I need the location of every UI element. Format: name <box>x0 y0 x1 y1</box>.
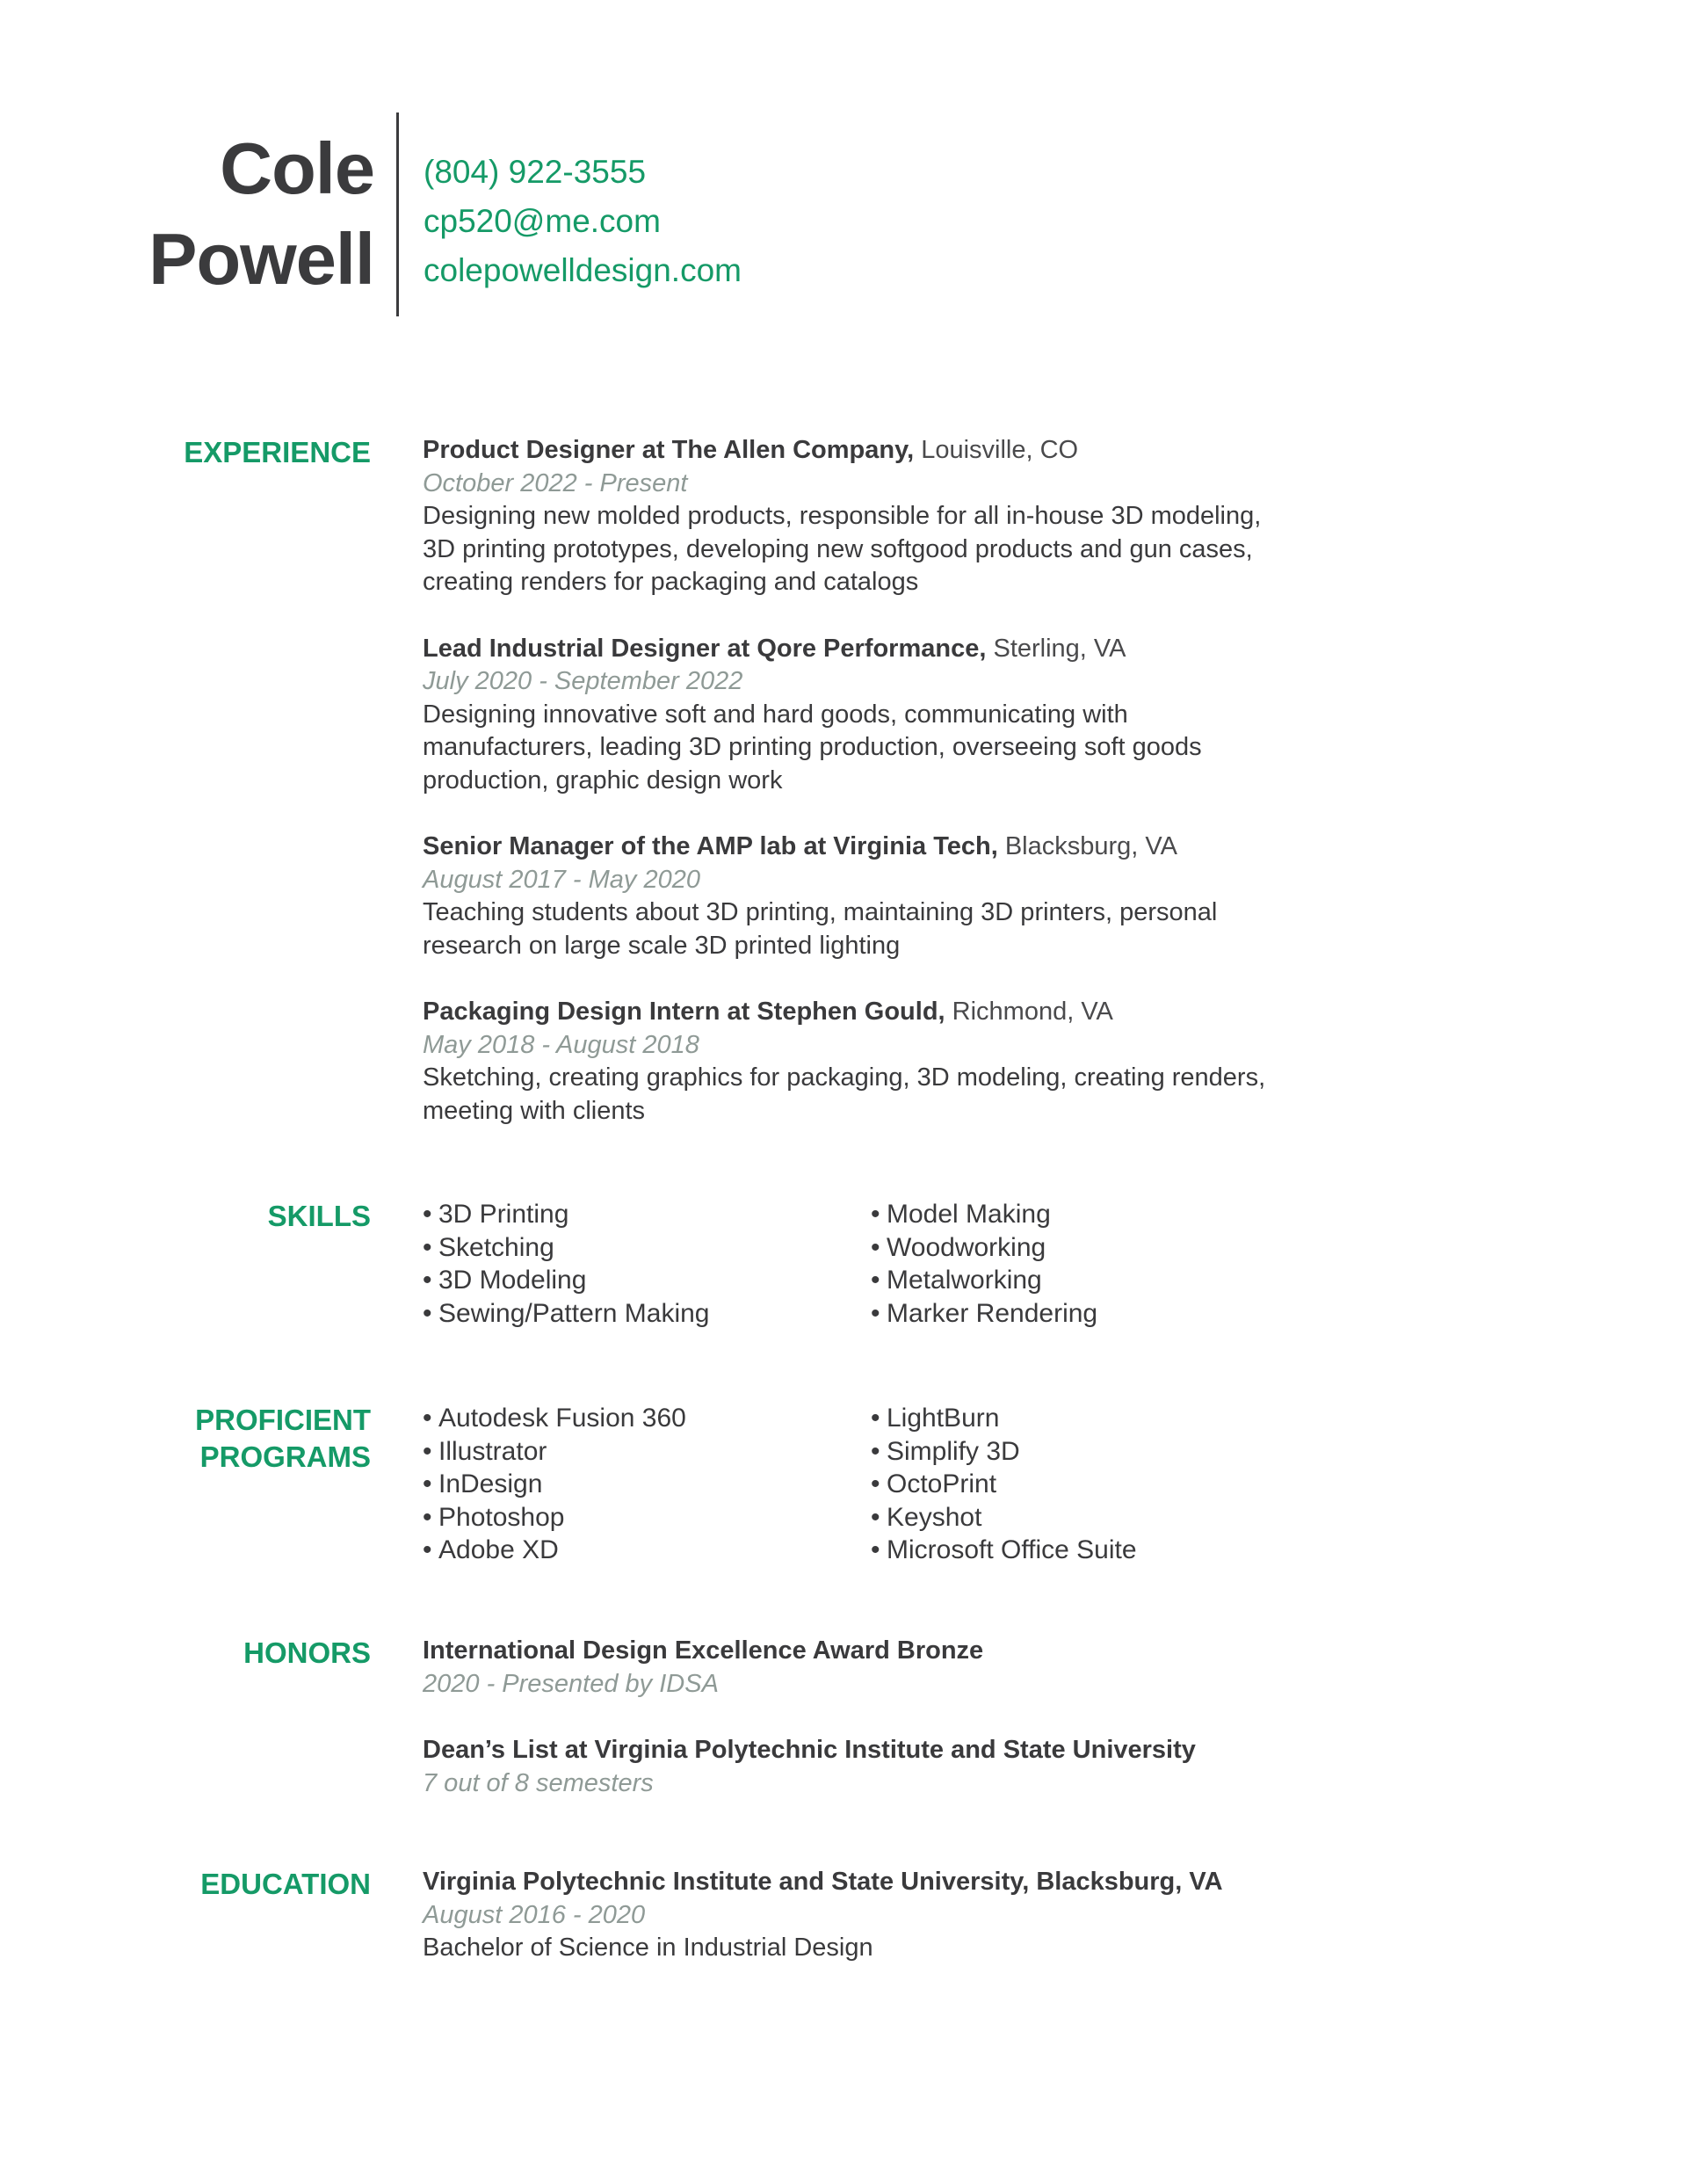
job-location: Sterling, VA <box>986 634 1126 663</box>
job-dates: October 2022 - Present <box>423 468 688 497</box>
bullet-icon: • <box>423 1469 432 1498</box>
programs-label-line2: PROGRAMS <box>199 1440 371 1473</box>
bullet-icon: • <box>871 1298 880 1328</box>
skills-columns <box>423 1198 1407 1330</box>
job-dates: August 2017 - May 2020 <box>423 865 700 894</box>
job-location: Louisville, CO <box>914 436 1079 464</box>
list-item: • Woodworking <box>871 1231 1319 1265</box>
bullet-icon: • <box>423 1436 432 1466</box>
degree: Bachelor of Science in Industrial Design <box>423 1934 873 1962</box>
experience-entry <box>423 633 1407 798</box>
bullet-icon: • <box>871 1266 880 1295</box>
experience-entry <box>423 434 1407 599</box>
honor-entry <box>423 1635 1407 1701</box>
entry-title <box>423 996 1407 1029</box>
contact-block <box>424 148 742 295</box>
bullet-icon: • <box>423 1502 432 1532</box>
job-title: Senior Manager of the AMP lab at Virginia Tech, <box>423 832 998 860</box>
list-item: • Keyshot <box>871 1501 1319 1535</box>
job-title: Packaging Design Intern at Stephen Gould, <box>423 998 945 1026</box>
list-item: • LightBurn <box>871 1402 1319 1435</box>
website-link[interactable]: colepowelldesign.com <box>424 252 742 288</box>
bullet-icon: • <box>423 1266 432 1295</box>
header-divider <box>396 112 399 316</box>
job-title: Lead Industrial Designer at Qore Performance, <box>423 634 987 663</box>
phone-number: (804) 922-3555 <box>424 154 647 190</box>
list-item: • Autodesk Fusion 360 <box>423 1402 871 1435</box>
education-label: EDUCATION <box>200 1868 371 1900</box>
list-item: • Sketching <box>423 1231 871 1265</box>
entry-title <box>423 434 1407 468</box>
programs-column-left <box>423 1402 871 1567</box>
education-body <box>423 1866 1407 1965</box>
bullet-icon: • <box>871 1232 880 1262</box>
programs-body <box>423 1402 1407 1567</box>
bullet-icon: • <box>423 1298 432 1328</box>
school-name: Virginia Polytechnic Institute and State University, Blacksburg, VA <box>423 1868 1223 1896</box>
experience-entry <box>423 831 1407 962</box>
honor-detail: 2020 - Presented by IDSA <box>423 1669 719 1698</box>
bullet-icon: • <box>871 1200 880 1229</box>
list-item: • 3D Modeling <box>423 1264 871 1297</box>
list-item: • Microsoft Office Suite <box>871 1534 1319 1567</box>
bullet-icon: • <box>871 1469 880 1498</box>
job-dates: July 2020 - September 2022 <box>423 667 743 695</box>
email-link[interactable]: cp520@me.com <box>424 203 661 239</box>
honor-title: Dean’s List at Virginia Polytechnic Institute and State University <box>423 1736 1196 1764</box>
list-item: • Adobe XD <box>423 1534 871 1567</box>
list-item: • Metalworking <box>871 1264 1319 1297</box>
programs-columns <box>423 1402 1407 1567</box>
bullet-icon: • <box>871 1535 880 1564</box>
honors-label: HONORS <box>243 1636 371 1669</box>
bullet-icon: • <box>423 1535 432 1564</box>
list-item: • Model Making <box>871 1198 1319 1231</box>
job-title: Product Designer at The Allen Company, <box>423 436 915 464</box>
education-dates: August 2016 - 2020 <box>423 1900 646 1929</box>
last-name: Powell <box>148 218 374 300</box>
entry-title <box>423 633 1407 666</box>
list-item: • Sewing/Pattern Making <box>423 1297 871 1331</box>
list-item: • Photoshop <box>423 1501 871 1535</box>
experience-label: EXPERIENCE <box>184 436 371 468</box>
job-description: Designing innovative soft and hard goods, communicating with manufacturers, leading 3D printing production, overseeing soft goods production, graphic design work <box>423 700 1202 795</box>
bullet-icon: • <box>871 1404 880 1433</box>
programs-label-line1: PROFICIENT <box>195 1404 371 1436</box>
bullet-icon: • <box>423 1200 432 1229</box>
bullet-icon: • <box>871 1436 880 1466</box>
list-item: • OctoPrint <box>871 1468 1319 1501</box>
list-item: • Simplify 3D <box>871 1435 1319 1469</box>
honors-body <box>423 1635 1407 1800</box>
bullet-icon: • <box>423 1232 432 1262</box>
job-location: Blacksburg, VA <box>997 832 1177 860</box>
experience-body <box>423 434 1407 1128</box>
job-dates: May 2018 - August 2018 <box>423 1030 699 1059</box>
honor-detail: 7 out of 8 semesters <box>423 1768 654 1797</box>
programs-column-right <box>871 1402 1319 1567</box>
list-item: • InDesign <box>423 1468 871 1501</box>
experience-entry <box>423 996 1407 1128</box>
bullet-icon: • <box>871 1502 880 1532</box>
first-name: Cole <box>220 127 374 209</box>
bullet-icon: • <box>423 1404 432 1433</box>
list-item: • Marker Rendering <box>871 1297 1319 1331</box>
job-description: Sketching, creating graphics for packaging, 3D modeling, creating renders, meeting with clients <box>423 1063 1266 1125</box>
job-description: Designing new molded products, responsible for all in-house 3D modeling, 3D printing prototypes, developing new softgood products and gun cases, creating renders for packaging and catalogs <box>423 502 1262 596</box>
programs-label <box>195 1402 371 1476</box>
honor-entry <box>423 1734 1407 1800</box>
entry-title <box>423 831 1407 864</box>
name-block <box>148 127 374 300</box>
list-item: • 3D Printing <box>423 1198 871 1231</box>
job-location: Richmond, VA <box>945 998 1113 1026</box>
skills-label: SKILLS <box>267 1200 371 1232</box>
job-description: Teaching students about 3D printing, maintaining 3D printers, personal research on large scale 3D printed lighting <box>423 898 1218 960</box>
list-item: • Illustrator <box>423 1435 871 1469</box>
skills-column-right <box>871 1198 1319 1330</box>
skills-body <box>423 1198 1407 1330</box>
honor-title: International Design Excellence Award Bronze <box>423 1636 984 1665</box>
skills-column-left <box>423 1198 871 1330</box>
